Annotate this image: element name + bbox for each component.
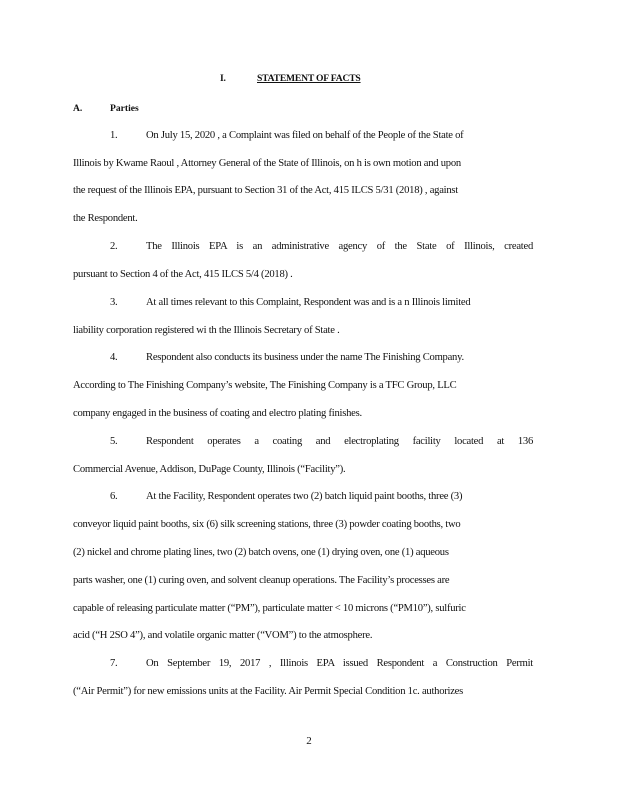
- text-line: On September 19, 2017 , Illinois EPA issued Respondent a Construction Permit: [146, 658, 533, 669]
- text-line: At all times relevant to this Complaint, Respondent was and is a n Illinois limited: [146, 297, 471, 308]
- paragraph-number-4: 4.: [110, 352, 118, 363]
- paragraph-number-1: 1.: [110, 130, 118, 141]
- paragraph-number-7: 7.: [110, 658, 118, 669]
- text-line: At the Facility, Respondent operates two (2) batch liquid paint booths, three (3): [146, 491, 463, 502]
- text-line: (2) nickel and chrome plating lines, two (2) batch ovens, one (1) drying oven, one (1) aqueous: [73, 547, 449, 558]
- heading-number: I.: [220, 73, 226, 84]
- text-line: the Respondent.: [73, 213, 138, 224]
- paragraph-number-3: 3.: [110, 297, 118, 308]
- text-line: Respondent also conducts its business under the name The Finishing Company.: [146, 352, 464, 363]
- subheading-title: Parties: [110, 103, 139, 114]
- text-line: The Illinois EPA is an administrative agency of the State of Illinois, created: [146, 241, 533, 252]
- subheading-letter: A.: [73, 103, 83, 114]
- text-line: (“Air Permit”) for new emissions units at the Facility. Air Permit Special Condition 1c. authorizes: [73, 686, 463, 697]
- text-line: Illinois by Kwame Raoul , Attorney General of the State of Illinois, on h is own motion and upon: [73, 158, 461, 169]
- text-line: the request of the Illinois EPA, pursuant to Section 31 of the Act, 415 ILCS 5/31 (2018) , against: [73, 185, 458, 196]
- text-line: Commercial Avenue, Addison, DuPage County, Illinois (“Facility”).: [73, 464, 346, 475]
- text-line: Respondent operates a coating and electroplating facility located at 136: [146, 436, 533, 447]
- text-line: capable of releasing particulate matter (“PM”), particulate matter < 10 microns (“PM10”), sulfuric: [73, 603, 466, 614]
- text-line: pursuant to Section 4 of the Act, 415 ILCS 5/4 (2018) .: [73, 269, 293, 280]
- paragraph-number-5: 5.: [110, 436, 118, 447]
- paragraph-number-6: 6.: [110, 491, 118, 502]
- text-line: conveyor liquid paint booths, six (6) silk screening stations, three (3) powder coating booths, two: [73, 519, 461, 530]
- paragraph-number-2: 2.: [110, 241, 118, 252]
- text-line: liability corporation registered wi th the Illinois Secretary of State .: [73, 325, 340, 336]
- text-line: company engaged in the business of coating and electro plating finishes.: [73, 408, 362, 419]
- page-number: 2: [306, 735, 312, 747]
- text-line: On July 15, 2020 , a Complaint was filed on behalf of the People of the State of: [146, 130, 464, 141]
- text-line: acid (“H 2SO 4”), and volatile organic matter (“VOM”) to the atmosphere.: [73, 630, 373, 641]
- heading-title: STATEMENT OF FACTS: [257, 73, 361, 84]
- text-line: parts washer, one (1) curing oven, and solvent cleanup operations. The Facility’s processes are: [73, 575, 450, 586]
- text-line: According to The Finishing Company’s website, The Finishing Company is a TFC Group, LLC: [73, 380, 457, 391]
